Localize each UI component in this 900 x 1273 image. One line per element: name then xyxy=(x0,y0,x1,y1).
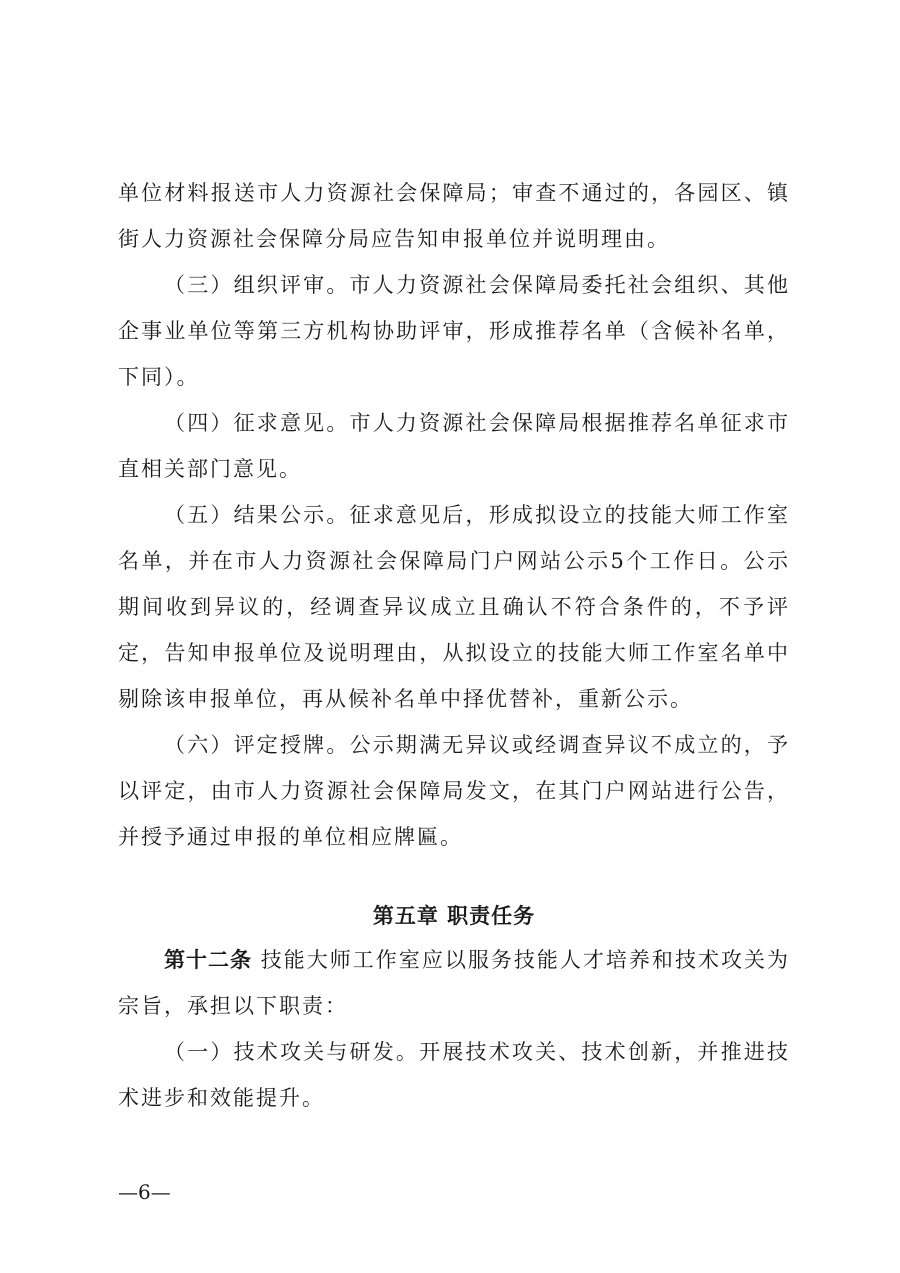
article-separator xyxy=(252,948,261,972)
page-number: —6— xyxy=(118,1180,171,1204)
paragraph-result-publicity: （五）结果公示。征求意见后，形成拟设立的技能大师工作室名单，并在市人力资源社会保障局门户网站公示5个工作日。公示期间收到异议的，经调查异议成立且确认不符合条件的，不予评定，告知申报单位及说明理由，从拟设立的技能大师工作室名单中剔除该申报单位，再从候补名单中择优替补，重新公示。 xyxy=(118,503,790,711)
article-label: 第十二条 xyxy=(164,948,253,972)
article-text: 技能大师工作室应以服务技能人才培养和技术攻关为宗旨，承担以下职责： xyxy=(118,948,790,1018)
paragraph-award-plaque: （六）评定授牌。公示期满无异议或经调查异议不成立的，予以评定，由市人力资源社会保障局发文，在其门户网站进行公告，并授予通过申报的单位相应牌匾。 xyxy=(118,733,790,849)
article-twelve xyxy=(118,937,790,1029)
chapter-heading: 第五章 职责任务 xyxy=(372,904,536,928)
paragraph-organize-review: （三）组织评审。市人力资源社会保障局委托社会组织、其他企事业单位等第三方机构协助评审，形成推荐名单（含候补名单，下同）。 xyxy=(118,273,790,389)
paragraph-review-result: 单位材料报送市人力资源社会保障局；审查不通过的，各园区、镇街人力资源社会保障分局应告知申报单位并说明理由。 xyxy=(118,181,790,251)
paragraph-solicit-opinions: （四）征求意见。市人力资源社会保障局根据推荐名单征求市直相关部门意见。 xyxy=(118,411,790,481)
paragraph-duty-one: （一）技术攻关与研发。开展技术攻关、技术创新，并推进技术进步和效能提升。 xyxy=(118,1040,790,1110)
